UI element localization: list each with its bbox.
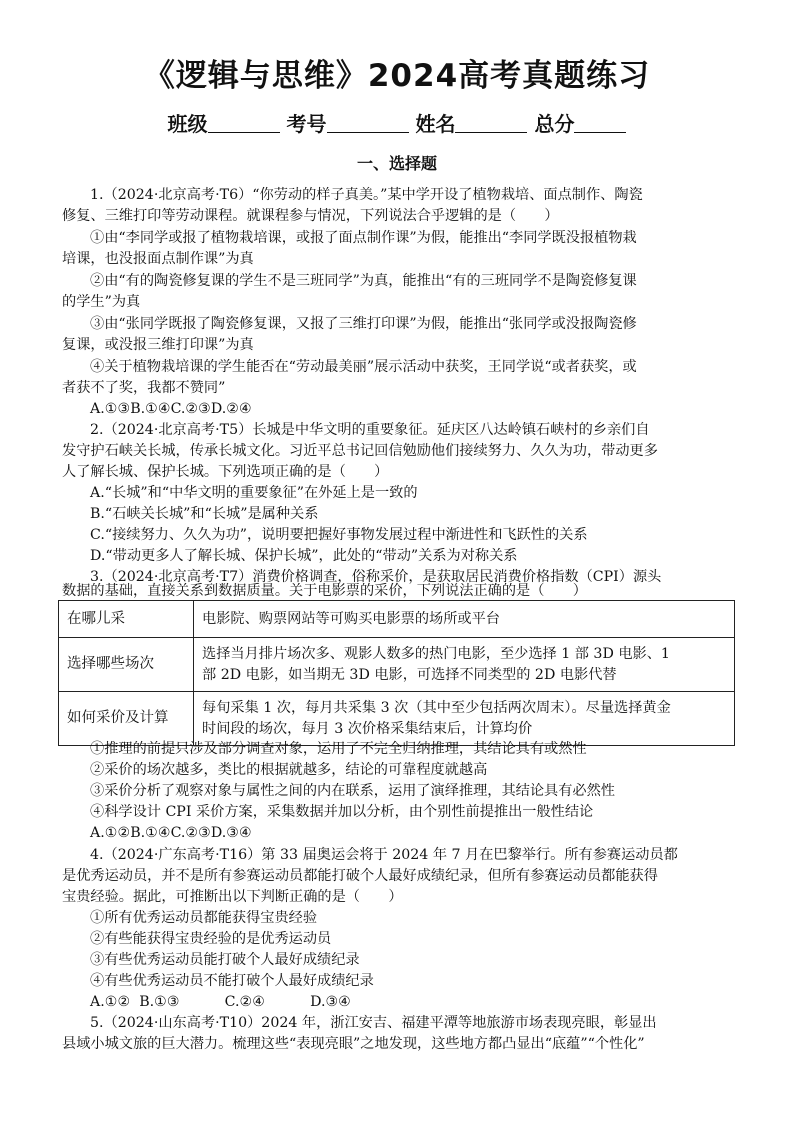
question-4-option-2: ②有些能获得宝贵经验的是优秀运动员: [90, 931, 332, 947]
table-cell-text: 选择当月排片场次多、观影人数多的热门电影，至少选择 1 部 3D 电影、1: [202, 645, 670, 662]
question-4-option-4: ④有些优秀运动员不能打破个人最好成绩纪录: [90, 973, 374, 989]
question-4-option-1: ①所有优秀运动员都能获得宝贵经验: [90, 910, 318, 926]
question-1-option-2-cont: 的学生”为真: [62, 294, 141, 310]
class-blank: [208, 112, 280, 133]
question-1-option-4: ④关于植物栽培课的学生能否在“劳动最美丽”展示活动中获奖，王同学说“或者获奖，或: [90, 359, 637, 375]
score-label: 总分: [534, 112, 575, 136]
price-survey-table: [58, 600, 735, 746]
question-2-option-c: C.“接续努力、久久为功”，说明要把握好事物发展过程中渐进性和飞跃性的关系: [90, 527, 588, 543]
table-row-label: 在哪儿采: [59, 601, 194, 638]
question-2-option-d: D.“带动更多人了解长城、保护长城”，此处的“带动”关系为对称关系: [90, 548, 518, 564]
question-2-option-b: B.“石峡关长城”和“长城”是属种关系: [90, 506, 319, 522]
table-cell-text: 每旬采集 1 次，每月共采集 3 次（其中至少包括两次周末）。尽量选择黄金: [202, 699, 671, 716]
question-4-stem-cont-1: 是优秀运动员，并不是所有参赛运动员都能打破个人最好成绩纪录，但所有参赛运动员都能获得: [62, 868, 658, 884]
question-2-stem-cont-1: 发守护石峡关长城，传承长城文化。习近平总书记回信勉励他们接续努力、久久为功，带动更多: [62, 443, 658, 459]
name-blank: [455, 112, 527, 133]
table-row-label: 如何采价及计算: [59, 692, 194, 746]
question-4-option-3: ③有些优秀运动员能打破个人最好成绩纪录: [90, 952, 360, 968]
question-1-option-4-cont: 者获不了奖，我都不赞同”: [62, 380, 226, 396]
question-1-stem: 1.（2024·北京高考·T6）“你劳动的样子真美。”某中学开设了植物栽培、面点制作、陶瓷: [90, 187, 643, 203]
question-2-stem-cont-2: 人了解长城、保护长城。下列选项正确的是（ ）: [62, 464, 389, 480]
table-row-content: [194, 692, 735, 746]
question-1-answers: A.①③B.①④C.②③D.②④: [90, 401, 252, 417]
question-1-option-3-cont: 复课，或没报三维打印课”为真: [62, 337, 254, 353]
page-title: 《逻辑与思维》2024高考真题练习: [143, 58, 651, 94]
question-1-option-1-cont: 培课，也没报面点制作课”为真: [62, 251, 254, 267]
table-cell-text: 部 2D 电影，如当期无 3D 电影，可选择不同类型的 2D 电影代替: [202, 666, 617, 683]
question-1-option-3: ③由“张同学既报了陶瓷修复课，又报了三维打印课”为假，能推出“张同学或没报陶瓷修: [90, 316, 637, 332]
question-3-stem: 3.（2024·北京高考·T7）消费价格调查，俗称采价，是获取居民消费价格指数（CPI）源头: [90, 569, 662, 585]
table-row-label: 选择哪些场次: [59, 638, 194, 692]
question-5-stem: 5.（2024·山东高考·T10）2024 年，浙江安吉、福建平潭等地旅游市场表现亮眼，彰显出: [90, 1015, 657, 1031]
table-row: [59, 692, 735, 746]
question-4-stem-cont-2: 宝贵经验。据此，可推断出以下判断正确的是（ ）: [62, 889, 403, 905]
name-label: 姓名: [415, 112, 456, 136]
number-label: 考号: [286, 112, 327, 136]
question-1-option-2: ②由“有的陶瓷修复课的学生不是三班同学”为真，能推出“有的三班同学不是陶瓷修复课: [90, 273, 637, 289]
question-3-stem-cont: 数据的基础，直接关系到数据质量。关于电影票的采价，下列说法正确的是（ ）: [62, 583, 587, 599]
class-label: 班级: [167, 112, 208, 136]
question-3-option-4: ④科学设计 CPI 采价方案，采集数据并加以分析，由个别性前提推出一般性结论: [90, 804, 594, 820]
question-5-stem-cont: 县域小城文旅的巨大潜力。梳理这些“表现亮眼”之地发现，这些地方都凸显出“底蕴”“个性化”: [62, 1036, 645, 1052]
question-4-stem: 4.（2024·广东高考·T16）第 33 届奥运会将于 2024 年 7 月在巴黎举行。所有参赛运动员都: [90, 847, 678, 863]
number-blank: [327, 112, 409, 133]
table-cell-text: 电影院、购票网站等可购买电影票的场所或平台: [202, 610, 500, 627]
question-3-option-2: ②采价的场次越多，类比的根据就越多，结论的可靠程度就越高: [90, 762, 488, 778]
question-3-option-1: ①推理的前提只涉及部分调查对象，运用了不完全归纳推理，其结论具有或然性: [90, 741, 587, 757]
question-4-answers: A.①② B.①③ C.②④ D.③④: [90, 994, 351, 1010]
table-row: [59, 638, 735, 692]
question-2-option-a: A.“长城”和“中华文明的重要象征”在外延上是一致的: [90, 485, 418, 501]
score-blank: [574, 112, 626, 133]
table-row-content: [194, 601, 735, 638]
question-3-answers: A.①②B.①④C.②③D.③④: [90, 825, 252, 841]
question-3-option-3: ③采价分析了观察对象与属性之间的内在联系，运用了演绎推理，其结论具有必然性: [90, 783, 615, 799]
student-info-line: [0, 110, 794, 138]
table-row-content: [194, 638, 735, 692]
question-1-option-1: ①由“李同学或报了植物栽培课，或报了面点制作课”为假，能推出“李同学既没报植物栽: [90, 230, 637, 246]
section-title: 一、选择题: [356, 154, 437, 173]
question-2-stem: 2.（2024·北京高考·T5）长城是中华文明的重要象征。延庆区八达岭镇石峡村的乡亲们自: [90, 422, 650, 438]
table-row: [59, 601, 735, 638]
table-cell-text: 时间段的场次，每月 3 次价格采集结束后，计算均价: [202, 720, 533, 737]
question-1-stem-cont: 修复、三维打印等劳动课程。就课程参与情况，下列说法合乎逻辑的是（ ）: [62, 208, 559, 224]
